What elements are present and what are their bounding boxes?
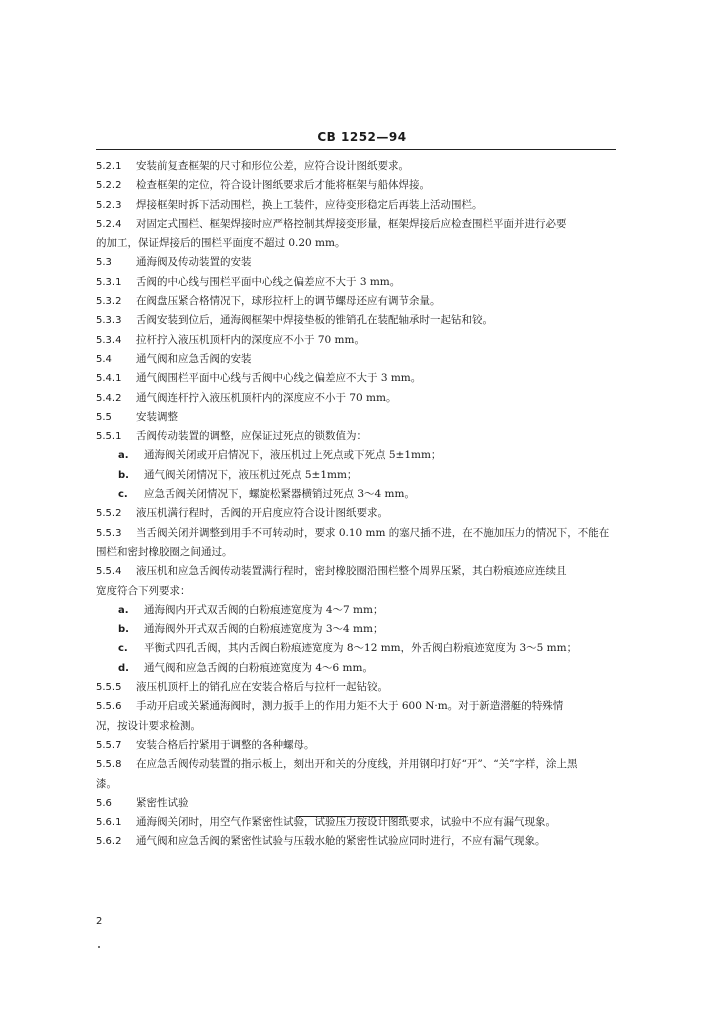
clause-text: 安装合格后拧紧用于调整的各种螺母。 [136,738,315,751]
clause-text: 通气阀关闭情况下，液压机过死点 5±1mm； [144,468,358,481]
clause-line [96,678,616,697]
clause-line [96,524,616,543]
clause-text: 舌阀传动装置的调整，应保证过死点的锁数值为： [136,430,367,443]
clause-line [96,408,616,427]
clause-number: 5.5.6 [96,701,122,713]
list-item [96,466,616,485]
page-number: 2 [96,916,103,927]
clause-line [96,697,616,716]
clause-line [96,350,616,369]
standard-header: CB 1252—94 [317,130,407,144]
clause-text: 况，按设计要求检测。 [96,719,201,732]
clause-number: 5.4.2 [96,392,122,404]
footer-rule [296,816,406,817]
clause-line [96,176,616,195]
clause-number: 5.2.2 [96,180,122,192]
list-item-label: c. [118,643,128,655]
document-body [96,157,616,852]
clause-continuation [96,543,616,562]
clause-line [96,273,616,292]
clause-number: 5.4.1 [96,373,122,385]
clause-text: 焊接框架时拆下活动围栏，换上工装件，应待变形稳定后再装上活动围栏。 [136,198,483,211]
clause-text: 宽度符合下列要求： [96,584,191,597]
list-item-label: a. [118,604,129,616]
clause-text: 漆。 [96,777,117,790]
clause-text: 安装前复查框架的尺寸和形位公差，应符合设计图纸要求。 [136,160,409,172]
clause-number: 5.3.2 [96,296,122,308]
clause-line [96,369,616,388]
clause-number: 5.5.8 [96,759,122,771]
list-item-label: a. [118,450,129,462]
list-item [96,659,616,678]
list-item-label: b. [118,469,129,481]
clause-line [96,389,616,408]
clause-number: 5.3.3 [96,315,122,327]
clause-number: 5.5.2 [96,508,122,520]
clause-text: 通气阀围栏平面中心线与舌阀中心线之偏差应不大于 3 mm。 [136,372,422,385]
header-rule [96,149,616,150]
clause-line [96,215,616,234]
clause-text: 舌阀安装到位后，通海阀框架中焊接垫板的锥销孔在装配轴承时一起钻和铰。 [136,314,493,327]
clause-text: 的加工，保证焊接后的围栏平面度不超过 0.20 mm。 [96,237,346,250]
clause-line [96,253,616,272]
clause-line [96,427,616,446]
clause-number: 5.5.7 [96,739,122,751]
clause-text: 紧密性试验 [136,796,189,809]
clause-text: 在阀盘压紧合格情况下，球形拉杆上的调节螺母还应有调节余量。 [136,295,441,308]
clause-number: 5.3.4 [96,334,122,346]
clause-continuation [96,582,616,601]
list-item-label: d. [118,662,129,674]
clause-text: 检查框架的定位，符合设计图纸要求后才能将框架与船体焊接。 [136,179,430,192]
clause-number: 5.2.3 [96,199,122,211]
clause-line [96,311,616,330]
clause-number: 5.2.1 [96,161,122,172]
clause-line [96,157,616,176]
clause-text: 通气阀和应急舌阀的紧密性试验与压载水舱的紧密性试验应同时进行，不应有漏气现象。 [136,835,546,848]
clause-number: 5.5 [96,411,112,423]
clause-line [96,794,616,813]
list-item [96,601,616,620]
scan-speck [98,946,100,948]
list-item [96,485,616,504]
clause-continuation [96,717,616,736]
clause-line [96,504,616,523]
clause-text: 对固定式围栏、框架焊接时应严格控制其焊接变形量，框架焊接后应检查围栏平面并进行必要 [136,217,567,230]
clause-line [96,755,616,774]
clause-text: 通气阀和应急舌阀的白粉痕迹宽度为 4～6 mm。 [144,661,373,674]
clause-line [96,736,616,755]
clause-line [96,832,616,851]
clause-text: 舌阀的中心线与围栏平面中心线之偏差应不大于 3 mm。 [136,275,401,288]
clause-number: 5.4 [96,353,112,365]
clause-number: 5.5.5 [96,682,122,694]
clause-text: 通气阀和应急舌阀的安装 [136,352,252,365]
clause-line [96,562,616,581]
clause-line [96,292,616,311]
clause-text: 手动开启或关紧通海阀时，测力扳手上的作用力矩不大于 600 N·m。对于新造潜艇的特殊情 [136,700,564,713]
clause-number: 5.6.1 [96,817,122,829]
clause-text: 拉杆拧入液压机顶杆内的深度应不小于 70 mm。 [136,333,365,346]
clause-text: 通海阀外开式双舌阀的白粉痕迹宽度为 3～4 mm； [144,623,384,636]
clause-text: 液压机顶杆上的销孔应在安装合格后与拉杆一起钻铰。 [136,681,388,694]
list-item [96,620,616,639]
clause-text: 在应急舌阀传动装置的指示板上，刻出开和关的分度线，并用钢印打好“开”、“关”字样，涂上黑 [136,758,578,771]
clause-text: 当舌阀关闭并调整到用手不可转动时，要求 0.10 mm 的塞尺插不进，在不施加压力的情况下，不能在 [136,526,610,539]
clause-text: 通气阀连杆拧入液压机顶杆内的深度应不小于 70 mm。 [136,391,397,404]
clause-text: 通海阀及传动装置的安装 [136,256,252,269]
clause-text: 安装调整 [136,410,178,423]
clause-number: 5.5.1 [96,431,122,443]
clause-number: 5.5.3 [96,527,122,539]
clause-number: 5.5.4 [96,566,122,578]
clause-line [96,196,616,215]
clause-text: 平衡式四孔舌阀，其内舌阀白粉痕迹宽度为 8～12 mm，外舌阀白粉痕迹宽度为 3～5 mm； [144,642,578,655]
clause-line [96,331,616,350]
list-item-label: b. [118,624,129,636]
clause-number: 5.2.4 [96,218,122,230]
clause-text: 液压机满行程时，舌阀的开启度应符合设计图纸要求。 [136,507,388,520]
clause-number: 5.3.1 [96,276,122,288]
clause-text: 液压机和应急舌阀传动装置满行程时，密封橡胶圈沿围栏整个周界压紧，其白粉痕迹应连续且 [136,565,567,578]
clause-continuation [96,234,616,253]
list-item [96,446,616,465]
list-item [96,639,616,658]
clause-continuation [96,775,616,794]
clause-number: 5.6 [96,797,112,809]
clause-number: 5.6.2 [96,836,122,848]
clause-text: 围栏和密封橡胶圈之间通过。 [96,545,233,558]
clause-number: 5.3 [96,257,112,269]
clause-text: 通海阀内开式双舌阀的白粉痕迹宽度为 4～7 mm； [144,603,384,616]
clause-text: 通海阀关闭时，用空气作紧密性试验，试验压力按设计图纸要求，试验中不应有漏气现象。 [136,816,556,829]
clause-text: 通海阀关闭或开启情况下，液压机过上死点或下死点 5±1mm； [144,449,442,462]
clause-text: 应急舌阀关闭情况下，螺旋松紧器横销过死点 3～4 mm。 [144,488,415,501]
list-item-label: c. [118,489,128,501]
